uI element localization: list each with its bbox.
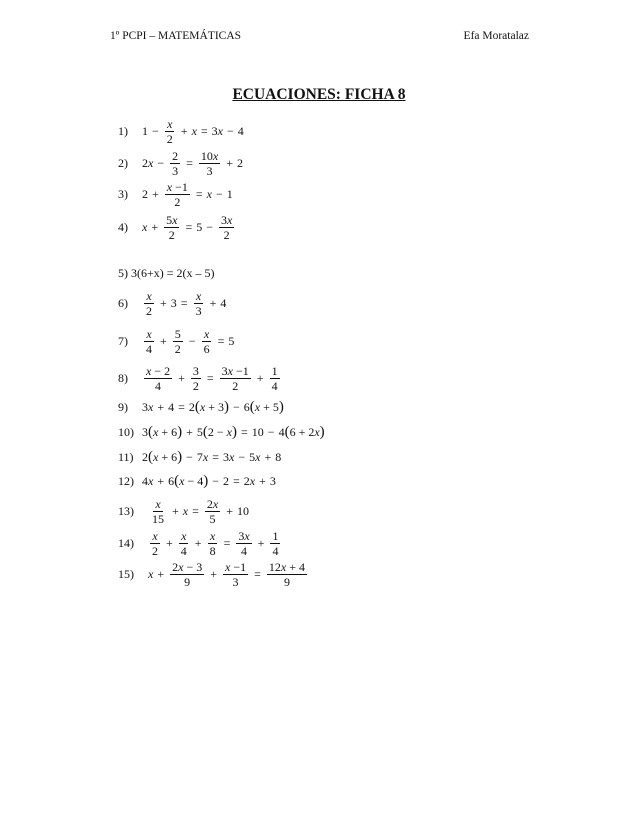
equation-1: 1) 1 − $\frac{x}{2}$ + x = 3x − 4 [118,116,244,146]
equation-number: 2) [118,155,128,170]
equation-15: 15) x + $\frac{2x - 3}{9}$ + $\frac{x -1}{3}$ = $\frac{12x + 4}{9}$ [118,559,305,589]
equation-4: 4) x + $\frac{5x}{2}$ = 5 − $\frac{3x}{2}$ [118,212,233,242]
equation-9: 9) 3x + 4 = 2(x + 3) − 6(x + 5) [118,398,284,415]
equation-12: 12) 4x + 6(x − 4) − 2 = 2x + 3 [118,472,276,489]
equation-3: 3) 2 + $\frac{x -1}{2}$ = x − 1 [118,179,233,209]
equation-number: 14) [118,535,134,550]
equation-7: 7) $\frac{x}{4}$ + $\frac{5}{2}$ − $\frac{x}{6}$ = 5 [118,326,235,356]
equation-number: 8) [118,370,128,385]
page-title: ECUACIONES: FICHA 8 [232,86,406,103]
equation-5 [118,266,215,280]
equation-number: 6) [118,295,128,310]
equation-10: 10) 3(x + 6) + 5(2 − x) = 10 − 4(6 + 2x) [118,423,325,440]
equation-11: 11) 2(x + 6) − 7x = 3x − 5x + 8 [118,448,282,465]
equation-number: 12) [118,473,134,488]
equation-number: 1) [118,123,128,138]
equation-number: 10) [118,424,134,439]
header-school: Efa Moratalaz [463,30,529,42]
equation-number: 4) [118,219,128,234]
equation-2: 2) 2x − $\frac{2}{3}$ = $\frac{10x}{3}$ + 2 [118,148,243,178]
equation-text: 5) 3(6+x) = 2(x – 5) [118,265,215,280]
header-course: 1º PCPI – MATEMÁTICAS [110,30,242,42]
equation-8: 8) $\frac{x - 2}{4}$ + $\frac{3}{2}$ = $\frac{3x -1}{2}$ + $\frac{1}{4}$ [118,363,278,393]
equation-number: 11) [118,449,134,464]
equation-6: 6) $\frac{x}{2}$ + 3 = $\frac{x}{3}$ + 4 [118,288,227,318]
equation-number: 3) [118,186,128,201]
equation-number: 9) [118,399,128,414]
equation-13: 13) $\frac{x}{15}$ + x = $\frac{2x}{5}$ + 10 [118,496,249,526]
equation-number: 7) [118,333,128,348]
equation-number: 13) [118,503,134,518]
equation-14: 14) $\frac{x}{2}$ + $\frac{x}{4}$ + $\frac{x}{8}$ = $\frac{3x}{4}$ + $\frac{1}{4}$ [118,528,279,558]
equation-number: 15) [118,566,134,581]
